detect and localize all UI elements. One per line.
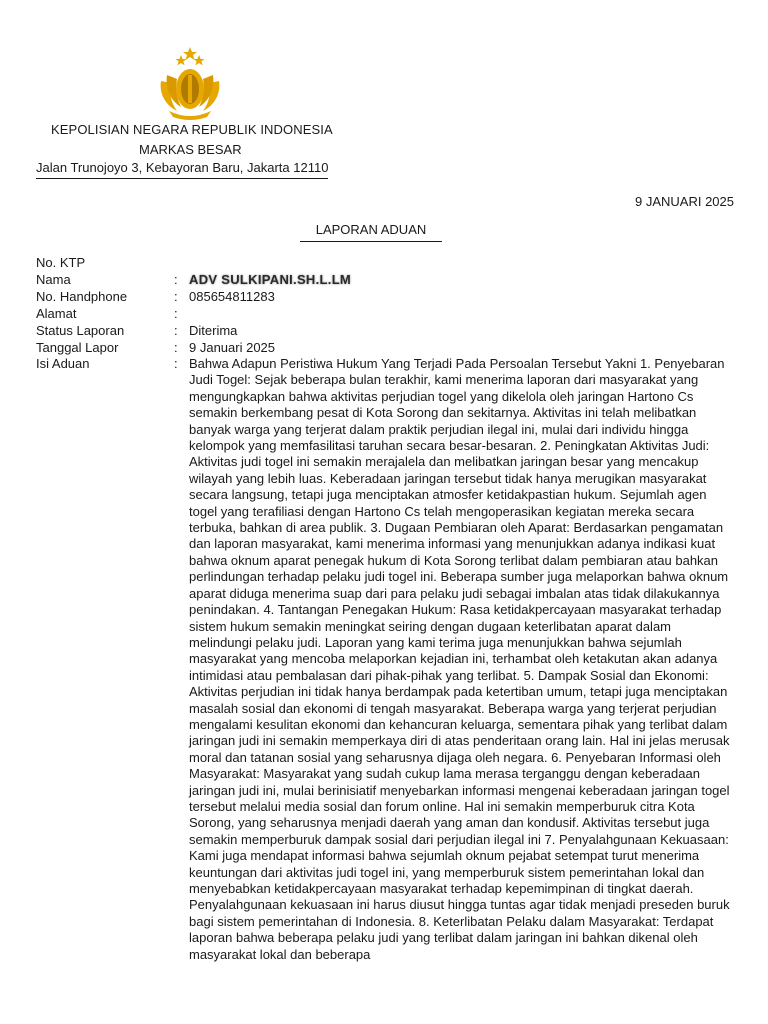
field-colon (174, 254, 189, 271)
field-label-isi-aduan: Isi Aduan (36, 356, 90, 371)
division-name: MARKAS BESAR (139, 142, 242, 157)
document-title: LAPORAN ADUAN (300, 222, 442, 242)
star-icon (175, 55, 186, 65)
field-value-status: Diterima (189, 323, 238, 338)
field-alamat (36, 305, 736, 322)
star-icon (183, 47, 197, 60)
field-value-nama: ADV SULKIPANI.SH.L.LM (189, 272, 352, 287)
field-value-ktp (189, 254, 736, 271)
field-colon: : (174, 272, 178, 287)
field-isi-aduan (36, 356, 736, 963)
field-colon: : (174, 289, 178, 304)
field-value-tanggal: 9 Januari 2025 (189, 340, 276, 355)
field-colon: : (174, 323, 178, 338)
field-value-alamat (189, 305, 736, 322)
field-status (36, 322, 736, 339)
field-colon: : (174, 356, 178, 371)
police-emblem-icon (155, 45, 225, 121)
complaint-body-text: Bahwa Adapun Peristiwa Hukum Yang Terjadi Pada Persoalan Tersebut Yakni 1. Penyebaran Judi Togel: Sejak beberapa bulan terakhir, kami menerima laporan dari masyarakat yang mengungkapkan bahwa aktivitas perjudian togel yang dikelola oleh jaringan Hartono Cs semakin berkembang pesat di Kota Sorong dan sekitarnya. Aktivitas ini telah melibatkan banyak warga yang terjerat dalam praktik perjudian ilegal ini, mulai dari individu hingga kelompok yang memfasilitasi taruhan secara besar-besaran. 2. Peningkatan Aktivitas Judi: Aktivitas judi togel ini semakin merajalela dan melibatkan jaringan besar yang mencakup wilayah yang lebih luas. Keberadaan jaringan tersebut tidak hanya merugikan masyarakat secara langsung, tetapi juga menciptakan atmosfer ketidakpastian hukum. Sejumlah agen togel yang terafiliasi dengan Hartono Cs telah mengoperasikan kegiatan mereka secara terbuka, bahkan di area publik. 3. Dugaan Pembiaran oleh Aparat: Berdasarkan pengamatan dan laporan masyarakat, kami menerima informasi yang menunjukkan adanya indikasi kuat bahwa oknum aparat penegak hukum di Kota Sorong terlibat dalam pembiaran atau bahkan perlindungan terhadap pelaku judi togel ini. Beberapa sumber juga melaporkan bahwa oknum aparat diduga menerima suap dari para pelaku judi sebagai imbalan atas tidak dilakukannya penindakan. 4. Tantangan Penegakan Hukum: Rasa ketidakpercayaan masyarakat terhadap sistem hukum semakin meningkat seiring dengan dugaan keterlibatan aparat dalam melindungi pelaku judi. Laporan yang kami terima juga menunjukkan bahwa sejumlah masyarakat yang mencoba melaporkan kejadian ini, terhambat oleh ketakutan akan adanya intimidasi atau pembalasan dari pihak-pihak yang terlibat. 5. Dampak Sosial dan Ekonomi: Aktivitas perjudian ini tidak hanya berdampak pada ketertiban umum, tetapi juga menciptakan masalah sosial dan ekonomi di tengah masyarakat. Beberapa warga yang terjerat perjudian mengalami kesulitan ekonomi dan kehancuran keluarga, sementara pihak yang terlibat dalam jaringan judi ini semakin memperkaya diri di atas penderitaan orang lain. Hal ini jelas merusak moral dan tatanan sosial yang seharusnya dijaga oleh negara. 6. Penyebaran Informasi oleh Masyarakat: Masyarakat yang sudah cukup lama merasa terganggu dengan keberadaan jaringan judi ini, mulai berinisiatif menyebarkan informasi mengenai keberadaan jaringan togel tersebut melalui media sosial dan forum online. Hal ini semakin memperburuk citra Kota Sorong, yang seharusnya menjadi daerah yang aman dan kondusif. Aktivitas tersebut juga semakin memperburuk dampak sosial dari perjudian ilegal ini 7. Penyalahgunaan Kekuasaan: Kami juga mendapat informasi bahwa sejumlah oknum pejabat setempat turut menerima keuntungan dari aktivitas judi togel ini, yang memperburuk sistem pemerintahan lokal dan menyebabkan ketidakpercayaan masyarakat terhadap kepemimpinan di tingkat daerah. Penyalahgunaan kekuasaan ini harus diusut hingga tuntas agar tidak menjadi preseden buruk bagi sistem pemerintahan di Indonesia. 8. Keterlibatan Pelaku dalam Masyarakat: Terdapat laporan bahwa beberapa pelaku judi yang terlibat dalam jaringan ini bahkan dikenal oleh masyarakat lokal dan beberapa (189, 356, 730, 962)
report-fields (36, 254, 736, 963)
organization-address: Jalan Trunojoyo 3, Kebayoran Baru, Jakarta 12110 (36, 160, 328, 179)
field-label-status: Status Laporan (36, 323, 125, 338)
field-tanggal (36, 339, 736, 356)
field-value-handphone: 085654811283 (189, 289, 275, 304)
field-label-nama: Nama (36, 272, 71, 287)
field-colon: : (174, 340, 178, 355)
field-label-ktp: No. KTP (36, 255, 86, 270)
field-ktp (36, 254, 736, 271)
organization-name: KEPOLISIAN NEGARA REPUBLIK INDONESIA (51, 122, 333, 137)
field-label-tanggal: Tanggal Lapor (36, 340, 119, 355)
field-label-alamat: Alamat (36, 306, 77, 321)
field-colon: : (174, 306, 178, 321)
star-icon (193, 55, 204, 65)
field-nama (36, 271, 736, 288)
field-label-handphone: No. Handphone (36, 289, 128, 304)
field-handphone (36, 288, 736, 305)
document-date: 9 JANUARI 2025 (635, 194, 734, 209)
